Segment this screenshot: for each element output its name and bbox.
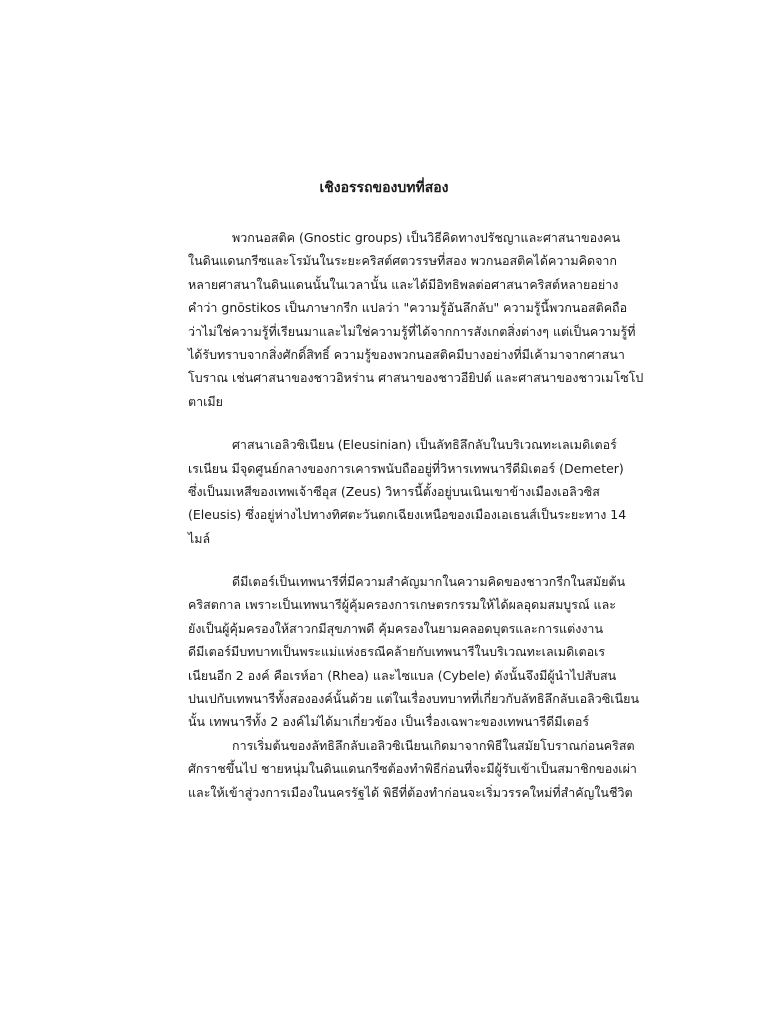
text-line: ซึ่งเป็นมเหสีของเทพเจ้าซีอุส (Zeus) วิหารนี้ตั้งอยู่บนเนินเขาข้างเมืองเอลิวซิส xyxy=(188,483,600,499)
text-line: นั้น เทพนารีทั้ง 2 องค์ไม่ได้มาเกี่ยวข้อง เป็นเรื่องเฉพาะของเทพนารีดีมีเตอร์ xyxy=(188,714,590,730)
text-line: ว่าไม่ใช่ความรู้ที่เรียนมาและไม่ใช่ความรู้ที่ได้จากการสังเกตสิ่งต่างๆ แต่เป็นความรู้ที่ xyxy=(188,323,636,339)
text-line: ในดินแดนกรีซและโรมันในระยะคริสต์ศตวรรษที่สอง พวกนอสติคได้ความคิดจาก xyxy=(188,253,617,269)
text-line: และให้เข้าสู่วงการเมืองในนครรัฐได้ พิธีที่ต้องทำก่อนจะเริ่มวรรคใหม่ที่สำคัญในชีวิต xyxy=(188,784,633,800)
text-line: เรเนียน มีจุดศูนย์กลางของการเคารพนับถืออยู่ที่วิหารเทพนารีดีมิเตอร์ (Demeter) xyxy=(188,460,624,476)
text-line: ศักราชขึ้นไป ชายหนุ่มในดินแดนกรีซต้องทำพิธีก่อนที่จะมีผู้รับเข้าเป็นสมาชิกของเผ่า xyxy=(188,761,637,777)
text-line: ดีมีเตอร์มีบทบาทเป็นพระแม่แห่งธรณีคล้ายกับเทพนารีในบริเวณทะเลเมดิเตอเร xyxy=(188,644,606,660)
text-line: พวกนอสติค (Gnostic groups) เป็นวิธีคิดทางปรัชญาและศาสนาของคน xyxy=(232,230,621,245)
text-line: เนียนอีก 2 องค์ คือเรห์อา (Rhea) และไซแบล (Cybele) ดังนั้นจึงมีผู้นำไปสับสน xyxy=(188,667,617,683)
paragraph xyxy=(188,570,639,734)
page-title: เชิงอรรถของบทที่สอง xyxy=(319,180,449,196)
text-line: ศาสนาเอลิวซิเนียน (Eleusinian) เป็นลัทธิลึกลับในบริเวณทะเลเมดิเตอร์ xyxy=(232,437,617,453)
text-line: โบราณ เช่นศาสนาของชาวอิหร่าน ศาสนาของชาวอียิปต์ และศาสนาของชาวเมโซโป xyxy=(188,370,644,386)
paragraph xyxy=(188,226,644,413)
text-line: คริสตกาล เพราะเป็นเทพนารีผู้คุ้มครองการเกษตรกรรมให้ได้ผลอุดมสมบูรณ์ และ xyxy=(188,597,616,613)
text-line: ได้รับทราบจากสิ่งศักดิ์สิทธิ์ ความรู้ของพวกนอสติคมีบางอย่างที่มีเค้ามาจากศาสนา xyxy=(188,346,625,362)
body-text xyxy=(188,226,644,804)
text-line: หลายศาสนาในดินแดนนั้นในเวลานั้น และได้มีอิทธิพลต่อศาสนาคริสต์หลายอย่าง xyxy=(188,276,619,292)
paragraph-gap xyxy=(188,550,624,570)
paragraph-gap xyxy=(188,413,624,433)
paragraph xyxy=(188,734,637,804)
text-line: ยังเป็นผู้คุ้มครองให้สาวกมีสุขภาพดี คุ้มครองในยามคลอดบุตรและการแต่งงาน xyxy=(188,620,603,636)
text-line: ดีมีเตอร์เป็นเทพนารีที่มีความสำคัญมากในความคิดของชาวกรีกในสมัยต้น xyxy=(232,574,626,590)
text-line: คำว่า gnōstikos เป็นภาษากรีก แปลว่า "ความรู้อันลึกลับ" ความรู้นี้พวกนอสติคถือ xyxy=(188,300,628,316)
paragraph xyxy=(188,433,627,550)
text-line: ไมล์ xyxy=(188,530,211,546)
text-line: ปนเปกับเทพนารีทั้งสององค์นั้นด้วย แต่ในเรื่องบทบาทที่เกี่ยวกับลัทธิลึกลับเอลิวซิเนียน xyxy=(188,691,639,707)
text-line: การเริ่มต้นของลัทธิลึกลับเอลิวซิเนียนเกิดมาจากพิธีในสมัยโบราณก่อนคริสต xyxy=(232,737,635,753)
text-line: ตาเมีย xyxy=(188,393,223,409)
text-line: (Eleusis) ซึ่งอยู่ห่างไปทางทิศตะวันตกเฉียงเหนือของเมืองเอเธนส์เป็นระยะทาง 14 xyxy=(188,507,627,523)
